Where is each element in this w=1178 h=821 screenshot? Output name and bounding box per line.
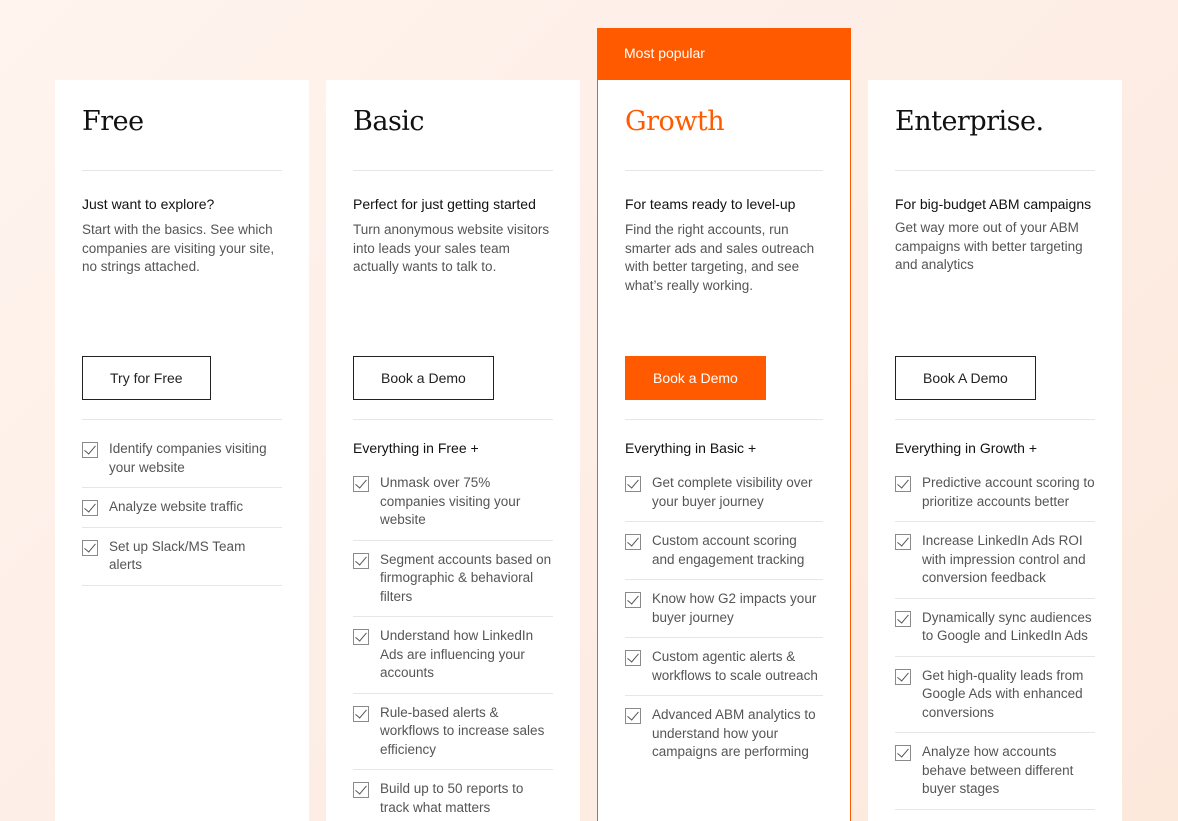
checkbox-check-icon (353, 476, 369, 492)
feature-text: Increase LinkedIn Ads ROI with impression control and conversion feedback (922, 533, 1086, 585)
most-popular-label: Most popular (624, 45, 705, 61)
feature-text: Identify companies visiting your website (109, 441, 267, 475)
plan-tagline: For teams ready to level-up (625, 196, 796, 212)
plan-tagline: For big-budget ABM campaigns (895, 196, 1092, 212)
book-demo-button[interactable]: Book a Demo (625, 356, 766, 400)
feature-text: Rule-based alerts & workflows to increase sales efficiency (380, 704, 545, 757)
plan-description: Find the right accounts, run smarter ads and sales outreach with better targeting, and see what’s really working. (625, 222, 815, 293)
feature-item (82, 488, 282, 528)
feature-text: Analyze website traffic (109, 499, 244, 514)
feature-list (895, 464, 1095, 810)
feature-text: Build up to 50 reports to track what matters (380, 781, 524, 815)
feature-item (895, 733, 1095, 810)
feature-item (895, 464, 1095, 522)
feature-text: Dynamically sync audiences to Google and LinkedIn Ads (922, 609, 1092, 643)
feature-text: Know how G2 impacts your buyer journey (652, 591, 817, 625)
checkbox-check-icon (353, 706, 369, 722)
plan-description: Get way more out of your ABM campaigns with better targeting and analytics (895, 220, 1083, 272)
feature-item (82, 430, 282, 488)
feature-text: Segment accounts based on firmographic & behavioral filters (380, 551, 552, 604)
feature-item (895, 657, 1095, 734)
feature-text: Set up Slack/MS Team alerts (109, 538, 246, 572)
feature-item (625, 696, 823, 772)
checkbox-check-icon (625, 534, 641, 550)
checkbox-check-icon (353, 629, 369, 645)
book-demo-button[interactable]: Book A Demo (895, 356, 1036, 400)
checkbox-check-icon (625, 476, 641, 492)
checkbox-check-icon (625, 708, 641, 724)
feature-text: Get high-quality leads from Google Ads with enhanced conversions (922, 667, 1084, 720)
feature-item (625, 522, 823, 580)
checkbox-check-icon (895, 534, 911, 550)
feature-item (353, 770, 553, 821)
everything-in-label: Everything in Free + (353, 440, 479, 456)
feature-item (625, 638, 823, 696)
plan-title: Free (82, 80, 282, 171)
checkbox-check-icon (895, 476, 911, 492)
feature-list (625, 464, 823, 772)
feature-text: Understand how LinkedIn Ads are influencing your accounts (380, 628, 534, 680)
feature-item (353, 694, 553, 771)
plan-tagline: Just want to explore? (82, 196, 215, 212)
try-for-free-button[interactable]: Try for Free (82, 356, 211, 400)
feature-item (895, 599, 1095, 657)
book-demo-button[interactable]: Book a Demo (353, 356, 494, 400)
feature-list (353, 464, 553, 821)
feature-text: Advanced ABM analytics to understand how your campaigns are performing (652, 707, 816, 759)
feature-item (353, 617, 553, 694)
everything-in-label: Everything in Growth + (895, 440, 1038, 456)
feature-text: Custom account scoring and engagement tracking (652, 533, 805, 567)
checkbox-check-icon (625, 650, 641, 666)
checkbox-check-icon (82, 540, 98, 556)
plan-title: Basic (353, 80, 553, 171)
plan-card-growth (597, 80, 851, 821)
most-popular-banner (597, 28, 851, 81)
feature-item (82, 528, 282, 586)
checkbox-check-icon (353, 782, 369, 798)
checkbox-check-icon (82, 442, 98, 458)
plan-card-free (55, 80, 309, 821)
feature-item (625, 464, 823, 522)
plan-tagline: Perfect for just getting started (353, 196, 536, 212)
feature-text: Unmask over 75% companies visiting your website (380, 475, 521, 527)
plan-description: Turn anonymous website visitors into leads your sales team actually wants to talk to. (353, 222, 550, 274)
feature-text: Custom agentic alerts & workflows to scale outreach (652, 649, 818, 683)
plan-description: Start with the basics. See which companies are visiting your site, no strings attached. (82, 222, 275, 274)
plan-title: Enterprise. (895, 80, 1095, 171)
checkbox-check-icon (353, 553, 369, 569)
checkbox-check-icon (895, 669, 911, 685)
feature-item (353, 464, 553, 541)
plan-card-enterprise (868, 80, 1122, 821)
checkbox-check-icon (625, 592, 641, 608)
feature-text: Analyze how accounts behave between different buyer stages (922, 744, 1074, 796)
plan-card-basic (326, 80, 580, 821)
feature-text: Predictive account scoring to prioritize accounts better (922, 475, 1095, 509)
feature-item (625, 580, 823, 638)
plan-title: Growth (625, 80, 823, 171)
feature-item (895, 522, 1095, 599)
feature-text: Get complete visibility over your buyer journey (652, 475, 813, 509)
feature-list (82, 430, 282, 586)
checkbox-check-icon (82, 500, 98, 516)
feature-item (353, 541, 553, 618)
everything-in-label: Everything in Basic + (625, 440, 757, 456)
checkbox-check-icon (895, 745, 911, 761)
checkbox-check-icon (895, 611, 911, 627)
